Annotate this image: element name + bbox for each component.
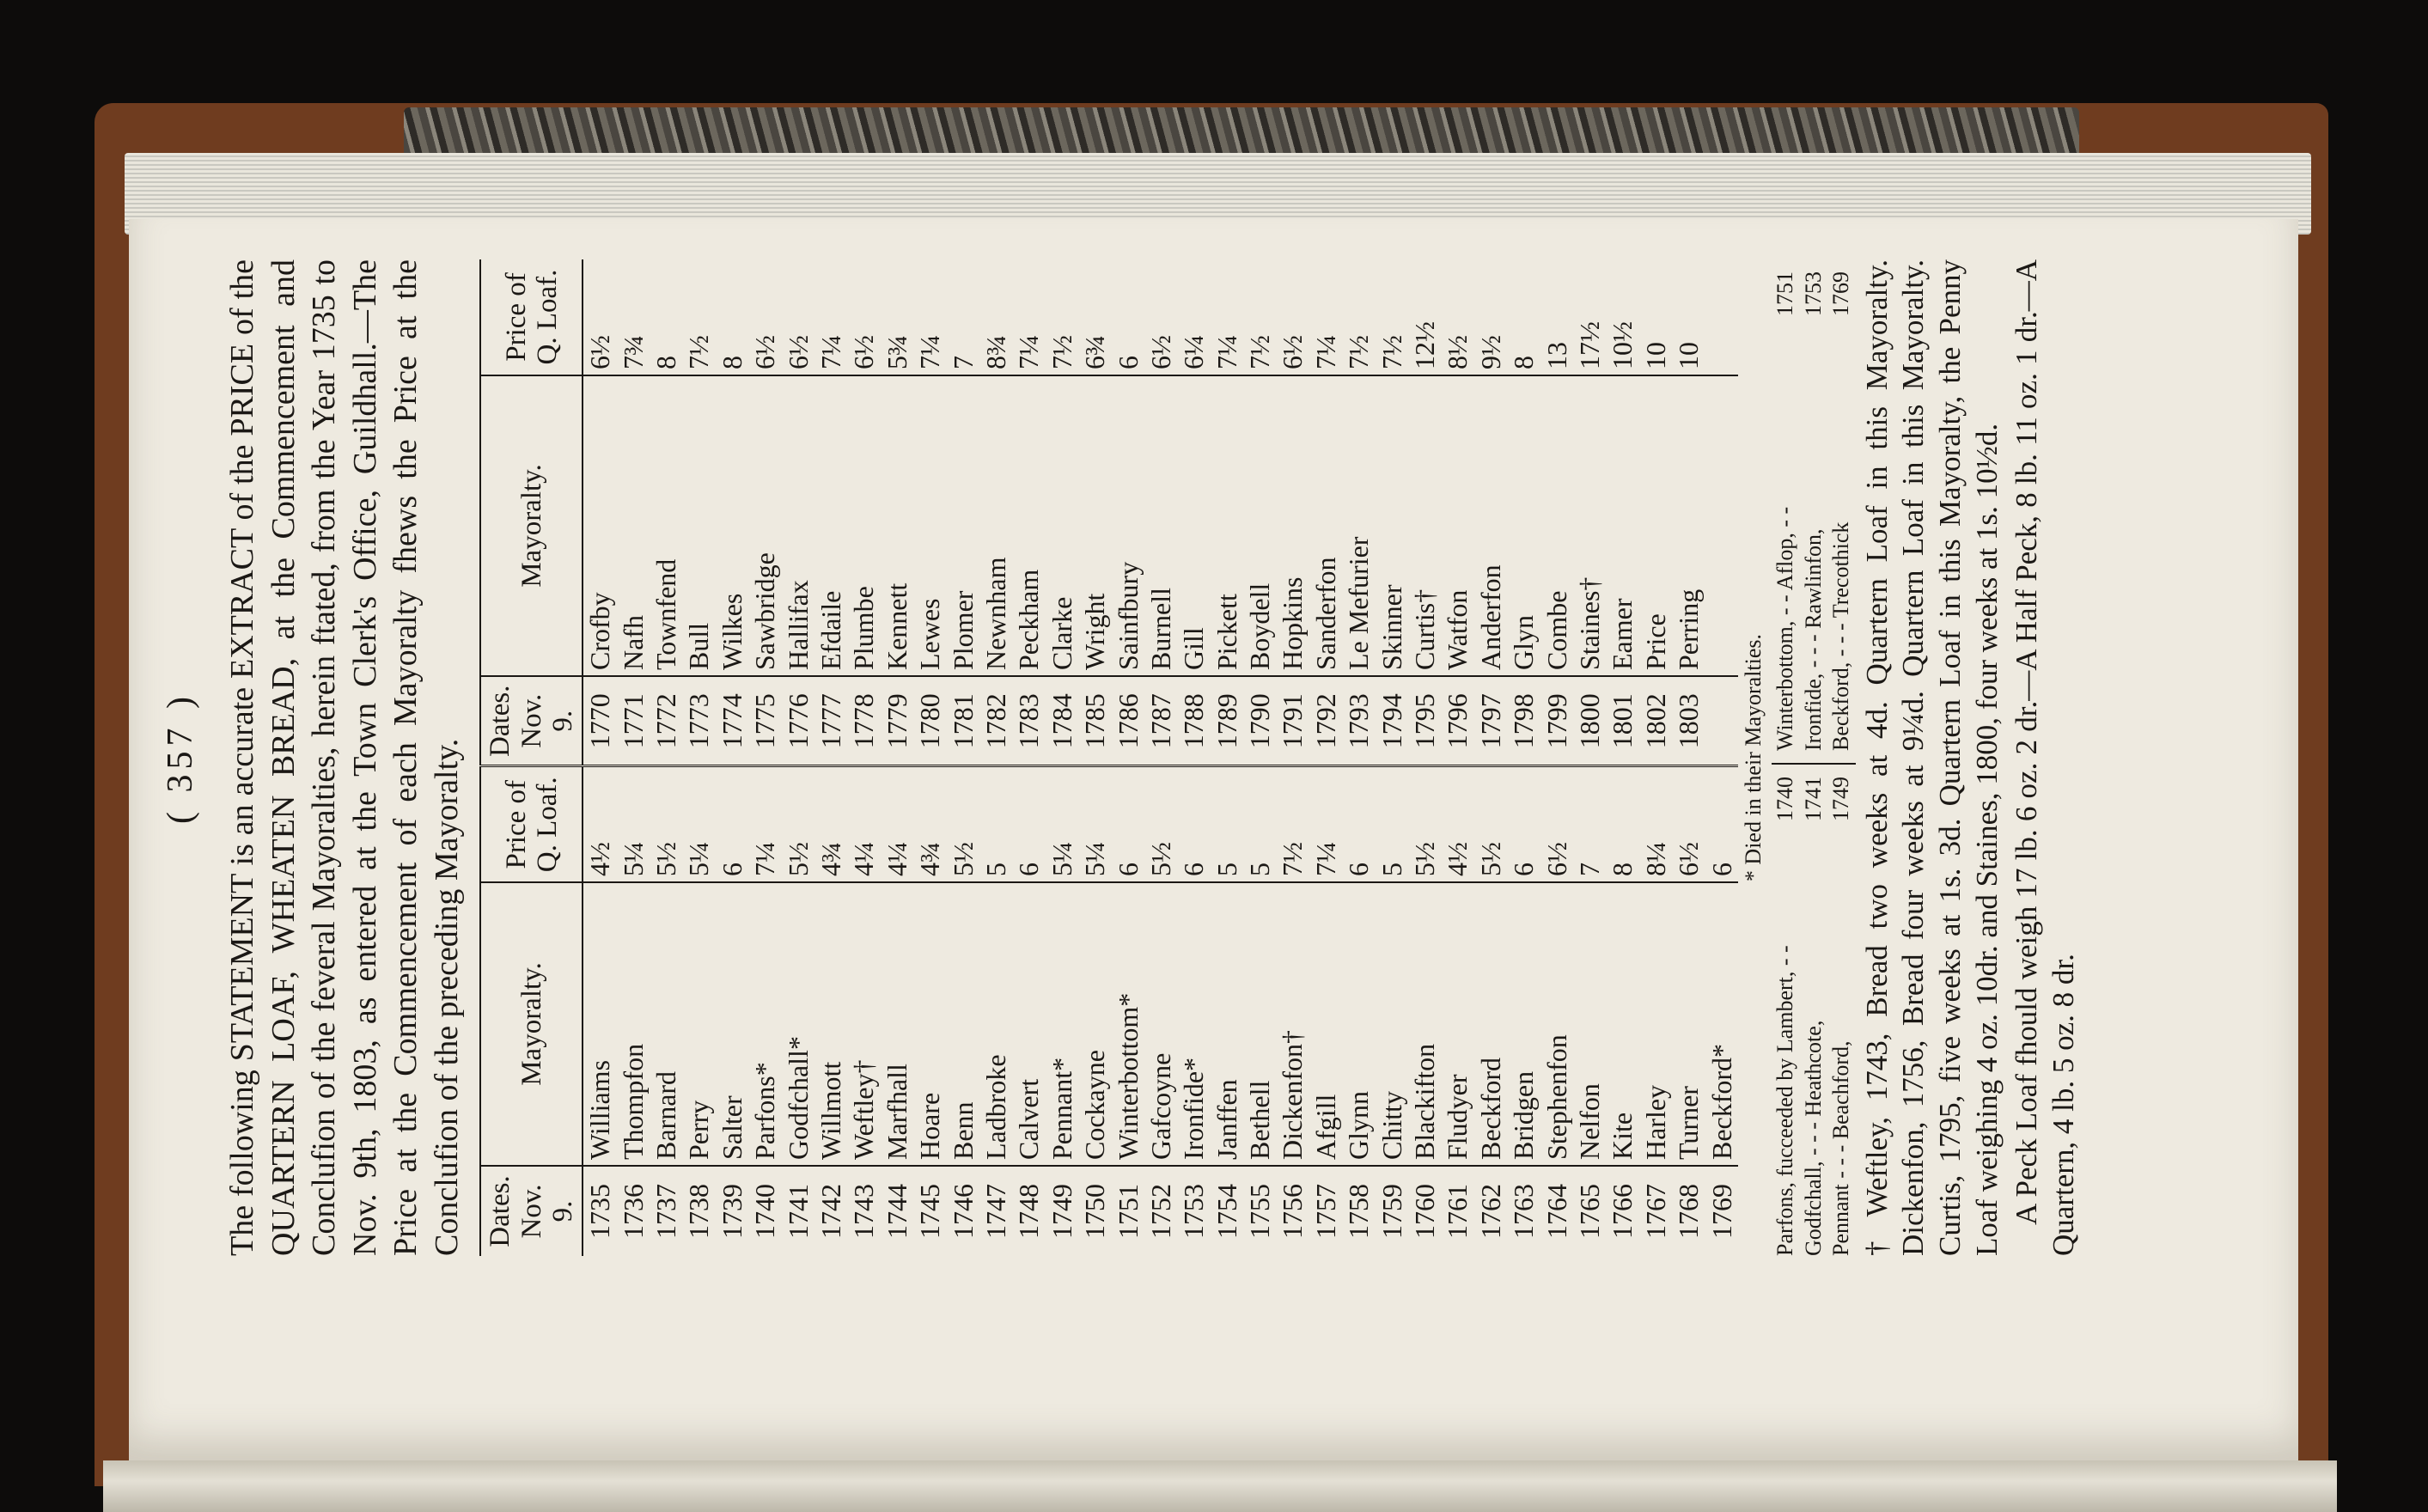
- year-cell: 1773: [682, 676, 715, 766]
- table-row: [1012, 259, 1045, 1256]
- mayor-cell: Plomer: [947, 375, 979, 676]
- mayor-cell: Barnard: [650, 882, 682, 1166]
- header-price: Price of Q. Loaf.: [480, 259, 583, 375]
- price-cell: 5½: [782, 766, 814, 882]
- price-cell: 10½: [1607, 321, 1638, 369]
- year-cell: 1754: [1211, 1166, 1243, 1256]
- mayor-cell: Parfons*: [748, 882, 781, 1166]
- table-row: [1046, 259, 1078, 1256]
- table-row: [1474, 259, 1507, 1256]
- mayor-cell: Burnell: [1144, 375, 1177, 676]
- table-row: [913, 259, 946, 1256]
- year-cell: 1777: [814, 676, 847, 766]
- price-cell: 4¼: [847, 766, 880, 882]
- price-cell: 6: [1705, 766, 1738, 882]
- mayor-cell: Sanderfon: [1309, 375, 1342, 676]
- mayor-cell: Clarke: [1046, 375, 1078, 676]
- price-cell: 7¼: [1309, 766, 1342, 882]
- year-cell: 1741: [782, 1166, 814, 1256]
- price-cell: 6: [1177, 766, 1210, 882]
- table-row: [1408, 259, 1441, 1256]
- price-cell: 9½: [1474, 335, 1506, 369]
- mayor-cell: Sawbridge: [748, 375, 781, 676]
- table-row: [1606, 259, 1638, 1256]
- price-cell: 5¼: [682, 766, 715, 882]
- table-row: [1540, 259, 1573, 1256]
- year-cell: 1744: [881, 1166, 913, 1256]
- price-cell: 13: [1540, 342, 1572, 369]
- mayor-cell: Price: [1639, 375, 1672, 676]
- successions-left-column: [1772, 765, 1856, 1256]
- price-cell: 7½: [1244, 335, 1276, 369]
- table-row: [881, 259, 913, 1256]
- year-cell: 1768: [1672, 1166, 1705, 1256]
- mayor-cell: Kennett: [881, 375, 913, 676]
- year-cell: 1749: [1046, 1166, 1078, 1256]
- price-cell: 6½: [848, 335, 880, 369]
- mayor-cell: Staines†: [1573, 375, 1606, 676]
- price-cell: 7½: [1343, 335, 1375, 369]
- succession-text: Parfons, fucceeded by Lambert, - -: [1772, 945, 1798, 1256]
- year-cell: 1746: [947, 1166, 979, 1256]
- year-cell: 1800: [1573, 676, 1606, 766]
- succession-entry: [1772, 259, 1800, 751]
- year-cell: 1755: [1243, 1166, 1276, 1256]
- succession-text: Ironfide, - - - Rawlinfon,: [1800, 528, 1826, 751]
- mayor-cell: Hopkins: [1276, 375, 1309, 676]
- mayor-cell: Eamer: [1606, 375, 1638, 676]
- mayor-cell: Janffen: [1211, 882, 1243, 1166]
- table-row: [1276, 259, 1309, 1256]
- price-cell: 5½: [1408, 766, 1441, 882]
- year-cell: 1776: [782, 676, 814, 766]
- succession-entry: [1772, 765, 1800, 1256]
- year-cell: 1752: [1144, 1166, 1177, 1256]
- mayor-cell: Turner: [1672, 882, 1705, 1166]
- table-row: [1507, 259, 1540, 1256]
- died-note: * Died in their Mayoralties.: [1740, 633, 1766, 882]
- year-cell: 1765: [1573, 1166, 1606, 1256]
- mayor-cell: Wright: [1078, 375, 1111, 676]
- year-cell: 1767: [1639, 1166, 1672, 1256]
- table-row: [1672, 259, 1705, 1256]
- mayor-cell: Ladbroke: [979, 882, 1012, 1166]
- table-row: [1441, 259, 1473, 1256]
- succession-year: 1740: [1772, 777, 1798, 821]
- year-cell: 1750: [1078, 1166, 1111, 1256]
- year-cell: 1760: [1408, 1166, 1441, 1256]
- price-cell: 5: [1376, 766, 1408, 882]
- mayor-cell: Stephenfon: [1540, 882, 1573, 1166]
- successions-right-column: [1772, 259, 1856, 765]
- price-cell: 6: [1012, 766, 1045, 882]
- price-cell: 8: [650, 356, 682, 369]
- year-cell: [1705, 676, 1738, 766]
- table-row: [748, 259, 781, 1256]
- mayor-cell: Newnham: [979, 375, 1012, 676]
- succession-text: Beckford, - - - Trecothick: [1828, 521, 1854, 751]
- mayor-cell: Cockayne: [1078, 882, 1111, 1166]
- page-number: ( 357 ): [161, 692, 200, 824]
- succession-year: 1769: [1828, 271, 1854, 316]
- mayor-cell: Nafh: [617, 375, 650, 676]
- mayor-cell: Skinner: [1376, 375, 1408, 676]
- year-cell: 1756: [1276, 1166, 1309, 1256]
- mayor-cell: Beckford: [1474, 882, 1507, 1166]
- mayor-cell: Thompfon: [617, 882, 650, 1166]
- price-cell: 6½: [1540, 766, 1573, 882]
- page-gutter: [103, 1460, 2337, 1512]
- header-dates: Dates. Nov. 9.: [480, 1166, 583, 1256]
- price-cell: 10: [1639, 342, 1671, 369]
- succession-text: Pennant - - - Beachford,: [1828, 1040, 1854, 1256]
- mayor-cell: Williams: [583, 882, 616, 1166]
- price-cell: 8: [1508, 356, 1540, 369]
- price-cell: 17½: [1574, 321, 1605, 369]
- year-cell: 1737: [650, 1166, 682, 1256]
- year-cell: 1762: [1474, 1166, 1507, 1256]
- year-cell: 1802: [1639, 676, 1672, 766]
- year-cell: 1748: [1012, 1166, 1045, 1256]
- price-cell: [1705, 259, 1738, 375]
- price-cell: 5¼: [1046, 766, 1078, 882]
- mayor-cell: Curtis†: [1408, 375, 1441, 676]
- year-cell: 1794: [1376, 676, 1408, 766]
- year-cell: 1803: [1672, 676, 1705, 766]
- succession-entry: [1800, 765, 1828, 1256]
- year-cell: 1740: [748, 1166, 781, 1256]
- header-mayoralty: Mayoralty.: [480, 375, 583, 676]
- mayor-cell: Glyn: [1507, 375, 1540, 676]
- table-header-row: [480, 259, 583, 1256]
- table-row: [1376, 259, 1408, 1256]
- price-cell: 6½: [1277, 335, 1309, 369]
- price-cell: 5: [1211, 766, 1243, 882]
- mayor-cell: Boydell: [1243, 375, 1276, 676]
- succession-entry: [1827, 765, 1856, 1256]
- table-body: [583, 259, 1738, 1256]
- mayor-cell: Le Mefurier: [1342, 375, 1375, 676]
- mayor-cell: Kite: [1606, 882, 1638, 1166]
- mayor-cell: Hoare: [913, 882, 946, 1166]
- mayor-cell: Winterbottom*: [1112, 882, 1144, 1166]
- price-cell: 5½: [947, 766, 979, 882]
- year-cell: 1797: [1474, 676, 1507, 766]
- year-cell: 1758: [1342, 1166, 1375, 1256]
- mayor-cell: Peckham: [1012, 375, 1045, 676]
- table-row: [1211, 259, 1243, 1256]
- price-cell: 7: [1573, 766, 1606, 882]
- succession-year: 1751: [1772, 271, 1798, 316]
- year-cell: 1778: [847, 676, 880, 766]
- price-cell: 7¼: [1309, 335, 1341, 369]
- price-cell: 6¼: [1178, 335, 1210, 369]
- price-cell: 7¼: [815, 335, 847, 369]
- year-cell: 1753: [1177, 1166, 1210, 1256]
- mayor-cell: [1705, 375, 1738, 676]
- price-cell: 5¾: [881, 335, 912, 369]
- year-cell: 1782: [979, 676, 1012, 766]
- mayor-cell: Marfhall: [881, 882, 913, 1166]
- year-cell: 1775: [748, 676, 781, 766]
- mayor-cell: Perring: [1672, 375, 1705, 676]
- succession-entry: [1827, 259, 1856, 751]
- mayor-cell: Gafcoyne: [1144, 882, 1177, 1166]
- mayor-cell: Bridgen: [1507, 882, 1540, 1166]
- price-cell: 8: [716, 356, 747, 369]
- table-row: [650, 259, 682, 1256]
- mayor-cell: Crofby: [583, 375, 616, 676]
- price-cell: 10: [1673, 342, 1705, 369]
- table-row: [583, 259, 616, 1256]
- intro-paragraph: The following STATEMENT is an accurate EXTRACT of the PRICE of the QUARTERN LOAF, WHEATEN BREAD, at the Commencement and Conclufion of the feveral Mayoralties, herein ftated, from the Year 1735 to Nov. 9th, 1803, as entered at the Town Clerk's Office, Guildhall.—The Price at the Commencement of each Mayoralty fhews the Price at the Conclufion of the preceding Mayoralty.: [224, 259, 465, 1256]
- bread-price-table: [479, 259, 1738, 1256]
- year-cell: 1766: [1606, 1166, 1638, 1256]
- price-cell: 7¾: [617, 335, 649, 369]
- table-row: [847, 259, 880, 1256]
- mayor-cell: Wilkes: [716, 375, 748, 676]
- year-cell: 1764: [1540, 1166, 1573, 1256]
- succession-year: 1753: [1800, 271, 1826, 316]
- year-cell: 1789: [1211, 676, 1243, 766]
- mayor-cell: Beckford*: [1705, 882, 1738, 1166]
- table-row: [682, 259, 715, 1256]
- table-row: [814, 259, 847, 1256]
- mayor-cell: Pickett: [1211, 375, 1243, 676]
- year-cell: 1763: [1507, 1166, 1540, 1256]
- mayor-cell: Bull: [682, 375, 715, 676]
- year-cell: 1769: [1705, 1166, 1738, 1256]
- year-cell: 1772: [650, 676, 682, 766]
- year-cell: 1757: [1309, 1166, 1342, 1256]
- year-cell: 1785: [1078, 676, 1111, 766]
- year-cell: 1747: [979, 1166, 1012, 1256]
- successions-block: [1772, 259, 1856, 1256]
- page-content: [150, 259, 2238, 1256]
- price-cell: 7½: [683, 335, 715, 369]
- year-cell: 1743: [847, 1166, 880, 1256]
- price-cell: 7¼: [914, 335, 946, 369]
- succession-text: Godfchall, - - - Heathcote,: [1800, 1020, 1826, 1256]
- price-cell: 6: [1507, 766, 1540, 882]
- table-row: [1705, 259, 1738, 1256]
- year-cell: 1771: [617, 676, 650, 766]
- price-cell: 5½: [1144, 766, 1177, 882]
- year-cell: 1759: [1376, 1166, 1408, 1256]
- year-cell: 1781: [947, 676, 979, 766]
- table-row: [716, 259, 748, 1256]
- price-cell: 6½: [584, 335, 616, 369]
- year-cell: 1796: [1441, 676, 1473, 766]
- mayor-cell: Anderfon: [1474, 375, 1507, 676]
- price-cell: 6½: [1144, 335, 1176, 369]
- price-cell: 5¼: [617, 766, 650, 882]
- mayor-cell: Lewes: [913, 375, 946, 676]
- table-row: [1078, 259, 1111, 1256]
- succession-year: 1749: [1828, 777, 1854, 821]
- price-cell: 6: [1112, 766, 1144, 882]
- price-cell: 12½: [1409, 321, 1441, 369]
- year-cell: 1787: [1144, 676, 1177, 766]
- price-cell: 8¾: [979, 335, 1011, 369]
- year-cell: 1791: [1276, 676, 1309, 766]
- year-cell: 1761: [1441, 1166, 1473, 1256]
- year-cell: 1788: [1177, 676, 1210, 766]
- mayor-cell: Hallifax: [782, 375, 814, 676]
- year-cell: 1799: [1540, 676, 1573, 766]
- table-row: [1639, 259, 1672, 1256]
- mayor-cell: Perry: [682, 882, 715, 1166]
- price-cell: 7¼: [1211, 335, 1242, 369]
- price-cell: 6½: [1672, 766, 1705, 882]
- mayor-cell: Gill: [1177, 375, 1210, 676]
- table-row: [1342, 259, 1375, 1256]
- table-row: [1309, 259, 1342, 1256]
- price-cell: 5½: [650, 766, 682, 882]
- price-cell: 6½: [782, 335, 814, 369]
- price-note-paragraph: † Weftley, 1743, Bread two weeks at 4d. Quartern Loaf in this Mayoralty. Dickenfon, 1756, Bread four weeks at 9¼d. Quartern Loaf in this Mayoralty. Curtis, 1795, five weeks at 1s. 3d. Quartern Loaf in this Mayoralty, the Penny Loaf weighing 4 oz. 10dr. and Staines, 1800, four weeks at 1s. 10½d.: [1859, 259, 2004, 1256]
- price-cell: 4½: [1441, 766, 1473, 882]
- year-cell: 1779: [881, 676, 913, 766]
- year-cell: 1780: [913, 676, 946, 766]
- price-cell: 4¼: [881, 766, 913, 882]
- year-cell: 1739: [716, 1166, 748, 1256]
- table-row: [1144, 259, 1177, 1256]
- mayor-cell: Afgill: [1309, 882, 1342, 1166]
- price-cell: 7½: [1276, 766, 1309, 882]
- mayor-cell: Calvert: [1012, 882, 1045, 1166]
- year-cell: 1783: [1012, 676, 1045, 766]
- year-cell: 1745: [913, 1166, 946, 1256]
- price-cell: 5: [979, 766, 1012, 882]
- mayor-cell: Harley: [1639, 882, 1672, 1166]
- marbled-edge: [404, 107, 2079, 157]
- price-cell: 7¼: [1013, 335, 1045, 369]
- year-cell: 1801: [1606, 676, 1638, 766]
- price-cell: 6: [716, 766, 748, 882]
- table-row: [979, 259, 1012, 1256]
- succession-entry: [1800, 259, 1828, 751]
- price-cell: 5¼: [1078, 766, 1111, 882]
- mayor-cell: Sainfbury: [1112, 375, 1144, 676]
- header-mayoralty: Mayoralty.: [480, 882, 583, 1166]
- year-cell: 1784: [1046, 676, 1078, 766]
- price-cell: 6¾: [1079, 335, 1111, 369]
- header-price: Price of Q. Loaf.: [480, 766, 583, 882]
- year-cell: 1735: [583, 1166, 616, 1256]
- price-cell: 8: [1606, 766, 1638, 882]
- succession-year: 1741: [1800, 777, 1826, 821]
- year-cell: 1738: [682, 1166, 715, 1256]
- mayor-cell: Nelfon: [1573, 882, 1606, 1166]
- price-cell: 5: [1243, 766, 1276, 882]
- mayor-cell: Salter: [716, 882, 748, 1166]
- price-cell: 8¼: [1639, 766, 1672, 882]
- price-cell: 7½: [1376, 335, 1407, 369]
- mayor-cell: Plumbe: [847, 375, 880, 676]
- table-row: [1573, 259, 1606, 1256]
- year-cell: 1792: [1309, 676, 1342, 766]
- table-row: [1243, 259, 1276, 1256]
- year-cell: 1790: [1243, 676, 1276, 766]
- year-cell: 1742: [814, 1166, 847, 1256]
- table-row: [1177, 259, 1210, 1256]
- mayor-cell: Weftley†: [847, 882, 880, 1166]
- mayor-cell: Benn: [947, 882, 979, 1166]
- year-cell: 1751: [1112, 1166, 1144, 1256]
- table-row: [947, 259, 979, 1256]
- price-cell: 4¾: [814, 766, 847, 882]
- mayor-cell: Godfchall*: [782, 882, 814, 1166]
- mayor-cell: Watfon: [1441, 375, 1473, 676]
- price-cell: 6: [1342, 766, 1375, 882]
- year-cell: 1786: [1112, 676, 1144, 766]
- weights-paragraph: A Peck Loaf fhould weigh 17 lb. 6 oz. 2 dr.—A Half Peck, 8 lb. 11 oz. 1 dr.—A Quartern, 4 lb. 5 oz. 8 dr.: [2010, 259, 2081, 1256]
- price-cell: 6½: [749, 335, 781, 369]
- mayor-cell: Townfend: [650, 375, 682, 676]
- mayor-cell: Glynn: [1342, 882, 1375, 1166]
- table-row: [617, 259, 650, 1256]
- mayor-cell: Blackifton: [1408, 882, 1441, 1166]
- mayor-cell: Efdaile: [814, 375, 847, 676]
- succession-text: Winterbottom, - - Aflop, - -: [1772, 506, 1798, 751]
- year-cell: 1795: [1408, 676, 1441, 766]
- mayor-cell: Pennant*: [1046, 882, 1078, 1166]
- price-cell: 4½: [583, 766, 616, 882]
- mayor-cell: Bethell: [1243, 882, 1276, 1166]
- table-row: [1112, 259, 1144, 1256]
- mayor-cell: Combe: [1540, 375, 1573, 676]
- price-cell: 5½: [1474, 766, 1507, 882]
- mayor-cell: Fludyer: [1441, 882, 1473, 1166]
- year-cell: 1798: [1507, 676, 1540, 766]
- year-cell: 1770: [583, 676, 616, 766]
- year-cell: 1793: [1342, 676, 1375, 766]
- price-cell: 8½: [1442, 335, 1473, 369]
- year-cell: 1736: [617, 1166, 650, 1256]
- price-cell: 7¼: [748, 766, 781, 882]
- header-dates: Dates. Nov. 9.: [480, 676, 583, 766]
- mayor-cell: Dickenfon†: [1276, 882, 1309, 1166]
- mayor-cell: Ironfide*: [1177, 882, 1210, 1166]
- year-cell: 1774: [716, 676, 748, 766]
- price-cell: 7: [947, 356, 979, 369]
- price-cell: 4¾: [913, 766, 946, 882]
- table-row: [782, 259, 814, 1256]
- price-cell: 6: [1112, 356, 1144, 369]
- mayor-cell: Willmott: [814, 882, 847, 1166]
- price-cell: 7½: [1046, 335, 1077, 369]
- mayor-cell: Chitty: [1376, 882, 1408, 1166]
